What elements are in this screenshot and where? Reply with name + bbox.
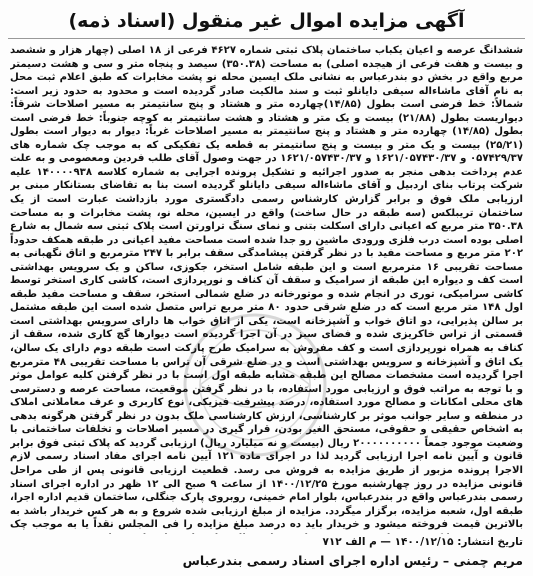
signature-line: مریم چمنی – رئیس اداره اجرای اسناد رسمی بندرعباس	[182, 553, 523, 568]
notice-title: آگهی مزایده اموال غیر منقول (اسناد ذمه)	[8, 4, 525, 39]
publish-date: تاریخ انتشار: ۱۴۰۰/۱۲/۱۵ — م الف ۷۱۲	[322, 536, 523, 548]
notice-body: ششدانگ عرصه و اعیان یکباب ساختمان پلاک ثبتی شماره ۴۶۲۷ فرعی از ۱۸ اصلی (چهار هزار و ششصد و بیست و هفت فرعی از هیجده اصلی) به مساحت (۳۵۰.۳۸) سیصد و پنجاه متر و سی و هشت دسیمتر مربع واقع در بخش دو بندرعباس به نشانی ملک ایسین محله نو پشت مخابرات که طبق اعلام ثبت محل به نام آقای ماشاءاله سیفی دایانلو ثبت و سند مالکیت صادر گردیده است و محدود به حدود زیر است: شمالاً: خط فرضی است بطول (۱۴/۸۵)چهارده متر و هشتاد و پنج سانتیمتر به مسیر اصلاحات شرقاً: دیواریست بطول (۲۱/۸۸) بیست و یک متر و هشتاد و هشت سانتیمتر به کوچه جنوباً: خط فرضی است بطول (۱۴/۸۵) چهارده متر و هشتاد و پنج سانتیمتر به مسیر اصلاحات غرباً: دیوار به دیوار است بطول (۲۵/۲۱) بیست و یک متر و بیست و پنج سانتیمتر به قطعه یک تفکیکی که به موجب چک شماره های ۰۵۷۴۲۹/۳۷ و ۱۶۲۱/۰۵۷۴۳۰/۳۷ و ۱۶۲۱/۰۵۷۴۳۰/۳۷ در جهت وصول آقای طلب فردین ومعصومی و به علت عدم پرداخت بدهی منجر به صدور اجرائیه و تشکیل پرونده اجرایی به شماره کلاسه ۱۴۰۰۰۰۹۳۸ علیه شرکت پرتاب بنای اردبیل و آقای ماشاءاله سیفی دایانلو گردیده است بنا به تقاضای بستانکار مبنی بر ارزیابی ملک فوق و برابر گزارش کارشناس رسمی دادگستری مورد بازداشت عبارت است از یک ساختمان تریبلکس (سه طبقه در حال ساخت) واقع در ایسین، محله نو، پشت مخابرات و به مساحت ۳۵۰.۳۸ متر مربع که اعیانی دارای اسکلت بتنی و نمای سنگ تراورتن است پلاک ثبتی سه شمال به شارع اصلی بوده است درب فلزی ورودی ماشین رو جدا شده است مساحت مفید اعیانی در طبقه همکف حدوداً ۲۰۲ متر مربع و مساحت مفید با در نظر گرفتن پیشامدگی سقف برابر با ۲۴۷ مترمربع و اتاق نگهبانی به مساحت تقریبی ۱۶ مترمربع است و این طبقه شامل استخر، جکوزی، ساکن و یک سرویس بهداشتی است کف و دیواره این طبقه از سرامیک و سقف آن کناف و نورپردازی است، کاشی کاری استخر توسط کاشی سرامیکی، توری در انجام شده و موتورخانه در ضلع شمالی استخر، سقف و مساحت مفید طبقه اول ۱۴۸ متر مربع است که در ضلع شرقی حدود ۸۰ متر مربع تراس متصل شده است این طبقه مشتمل بر سالن پذیرایی، دو اتاق خواب و آشپزخانه است، یکی از اتاق خواب ها دارای سرویس بهداشتی است قسمتی از تراس خاکریزی شده و فضای سبز در آن اجرا گردیده است دیوارها گچ کاری شده، سقف از کناف به همراه نورپردازی است و کف مفروش به سرامیک طرح پارکت است طبقه دوم دارای یک سالن، یک اتاق و آشپزخانه و سرویس بهداشتی است و در ضلع شرقی آن تراس با مساحت تقریبی ۴۸ مترمربع اجرا گردیده است مشخصات مصالح این طبقه مشابه طبقه اول است با در نظر گرفتن کلیه عوامل موثر و با توجه به مراتب فوق و ارزیابی مورد استفاده، با در نظر گرفتن موقعیت، مساحت عرصه و دسترسی های محلی امکانات و مصالح مورد استفاده، درصد پیشرفت فیزیکی، نوع کاربری و عرف معاملاتی املاک در منطقه و سایر جوانب موثر بر کارشناسی، ارزش کارشناسی ملک بدون در نظر گرفتن هرگونه بدهی به اشخاص حقیقی و حقوقی، مستحق الغیر بودن، قرار گیری در مسیر اصلاحات و تخلفات ساختمانی با وضعیت موجود جمعاً ۲۰۰۰۰۰۰۰۰۰۰ ریال (بیست و نه میلیارد ریال) ارزیابی گردید که پلاک ثبتی فوق برابر قانون و آیین نامه اجرا ارزیابی گردید لذا در اجرای ماده ۱۲۱ آیین نامه اجرای مفاد اسناد رسمی لازم الاجرا پرونده مزبور از طریق مزایده به فروش می رسد. قطعیت ارزیابی قانونی پس از طی مراحل قانونی مزایده در روز چهارشنبه مورخ ۱۴۰۰/۱۲/۲۵ از ساعت ۹ صبح الی ۱۲ ظهر در اداره اجرای اسناد رسمی بندرعباس واقع در بندرعباس، بلوار امام خمینی، روبروی پارک جنگلی، ساختمان قدیم اداره اجرا، طبقه اول، شعبه مزایده، برگزار میگردد. مزایده از مبلغ ارزیابی شده شروع و به هر کس خریدار باشد به بالاترین قیمت فروخته میشود و خریدار باید ده درصد مبلغ مزایده را فی المجلس نقداً یا به موجب چک	[10, 45, 523, 531]
